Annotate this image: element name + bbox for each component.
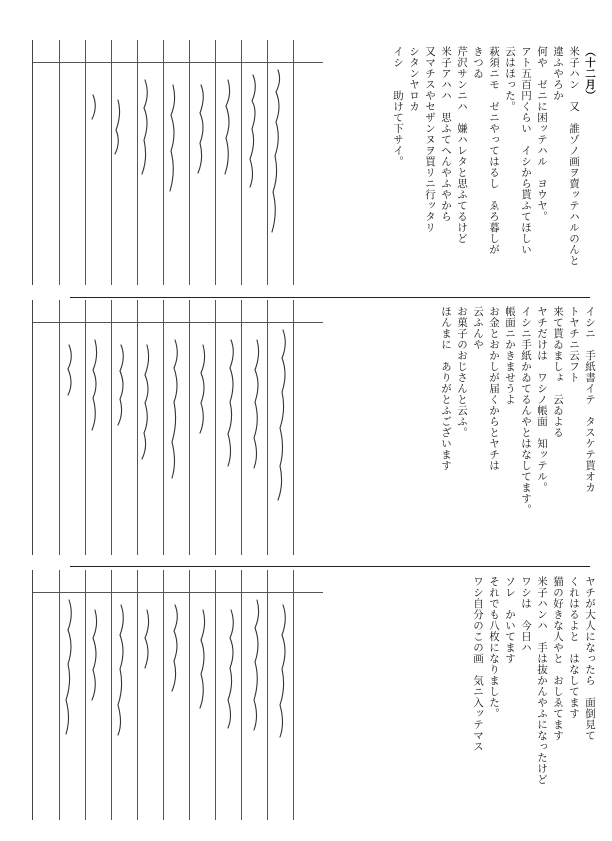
section-1	[0, 40, 612, 285]
text-line: きつゐ	[472, 46, 484, 79]
text-line: 何や ゼニに困ッテハル ヨウヤ。	[536, 46, 548, 222]
section-divider	[70, 566, 590, 567]
transcription-block	[363, 576, 598, 814]
text-line: アト五百円くらい イシから貰ふてほしい	[520, 46, 532, 255]
text-line: くれはるよと はなしてます	[568, 576, 580, 719]
text-line: 芹沢サンニハ 嫌ハレタと思ふてるけど	[456, 46, 468, 244]
text-line: 米子アハハ 思ふてへんやふやから	[440, 46, 452, 222]
handwriting-scrawl	[33, 40, 323, 285]
section-3	[0, 570, 612, 820]
text-line: 云ふんや	[472, 306, 484, 350]
section-2	[0, 300, 612, 555]
text-line: 米子ハン 又 誰ゾノ画ヲ賣ッテハルのんと	[568, 46, 580, 266]
text-line: トヤチニ云フト	[568, 306, 580, 383]
text-line: お金とおかしが届くからとヤチは	[488, 306, 500, 471]
handwritten-notebook-image	[32, 570, 323, 820]
text-line: それでも八枚になりました。	[488, 576, 500, 719]
text-line: イシニ 手紙書イテ タスケテ貰オカ	[584, 306, 596, 493]
text-line: シタンヤロカ	[408, 46, 420, 112]
handwritten-notebook-image	[32, 300, 323, 555]
handwritten-notebook-image	[32, 40, 323, 285]
text-line: 猫の好きな人やと おしゑてます	[552, 576, 564, 741]
transcription-block	[363, 46, 598, 279]
month-heading: （十二月）	[584, 46, 596, 101]
text-line: ワシは 今日ハ	[520, 576, 532, 653]
transcription-block	[363, 306, 598, 549]
text-line: イシ 助けて下サイ。	[392, 46, 404, 167]
handwriting-scrawl	[33, 300, 323, 555]
text-line: 帳面ニかきませうよ	[504, 306, 516, 405]
text-line: 又マチスやセザンヌヲ買リニ行ッタリ	[424, 46, 436, 233]
text-line: 米子ハンハ 手は抜かんやふになったけど	[536, 576, 548, 785]
handwriting-scrawl	[33, 570, 323, 820]
text-line: イシニ手紙かゐてるんやとはなしてます。	[520, 306, 532, 515]
text-line: ヤチが大人になったら 面倒見て	[584, 576, 596, 741]
text-line: ワシ自分のこの画 気ニ入ッテマス	[472, 576, 484, 752]
text-line: 云はほった。	[504, 46, 516, 112]
text-line: 来て貰ゐましょ 云ゐよる	[552, 306, 564, 438]
text-line: ソレ かいてます	[504, 576, 516, 664]
text-line: ヤチだけは ワシノ帳面 知ッテル。	[536, 306, 548, 493]
text-line: 違ふやろか	[552, 46, 564, 101]
section-divider	[70, 297, 590, 298]
text-line: お菓子のおじさんと云ふ。	[456, 306, 468, 438]
text-line: ほんまに ありがとふございます	[440, 306, 452, 471]
text-line: 萩須ニモ ゼニやってはるし ゑろ暮しが	[488, 46, 500, 255]
